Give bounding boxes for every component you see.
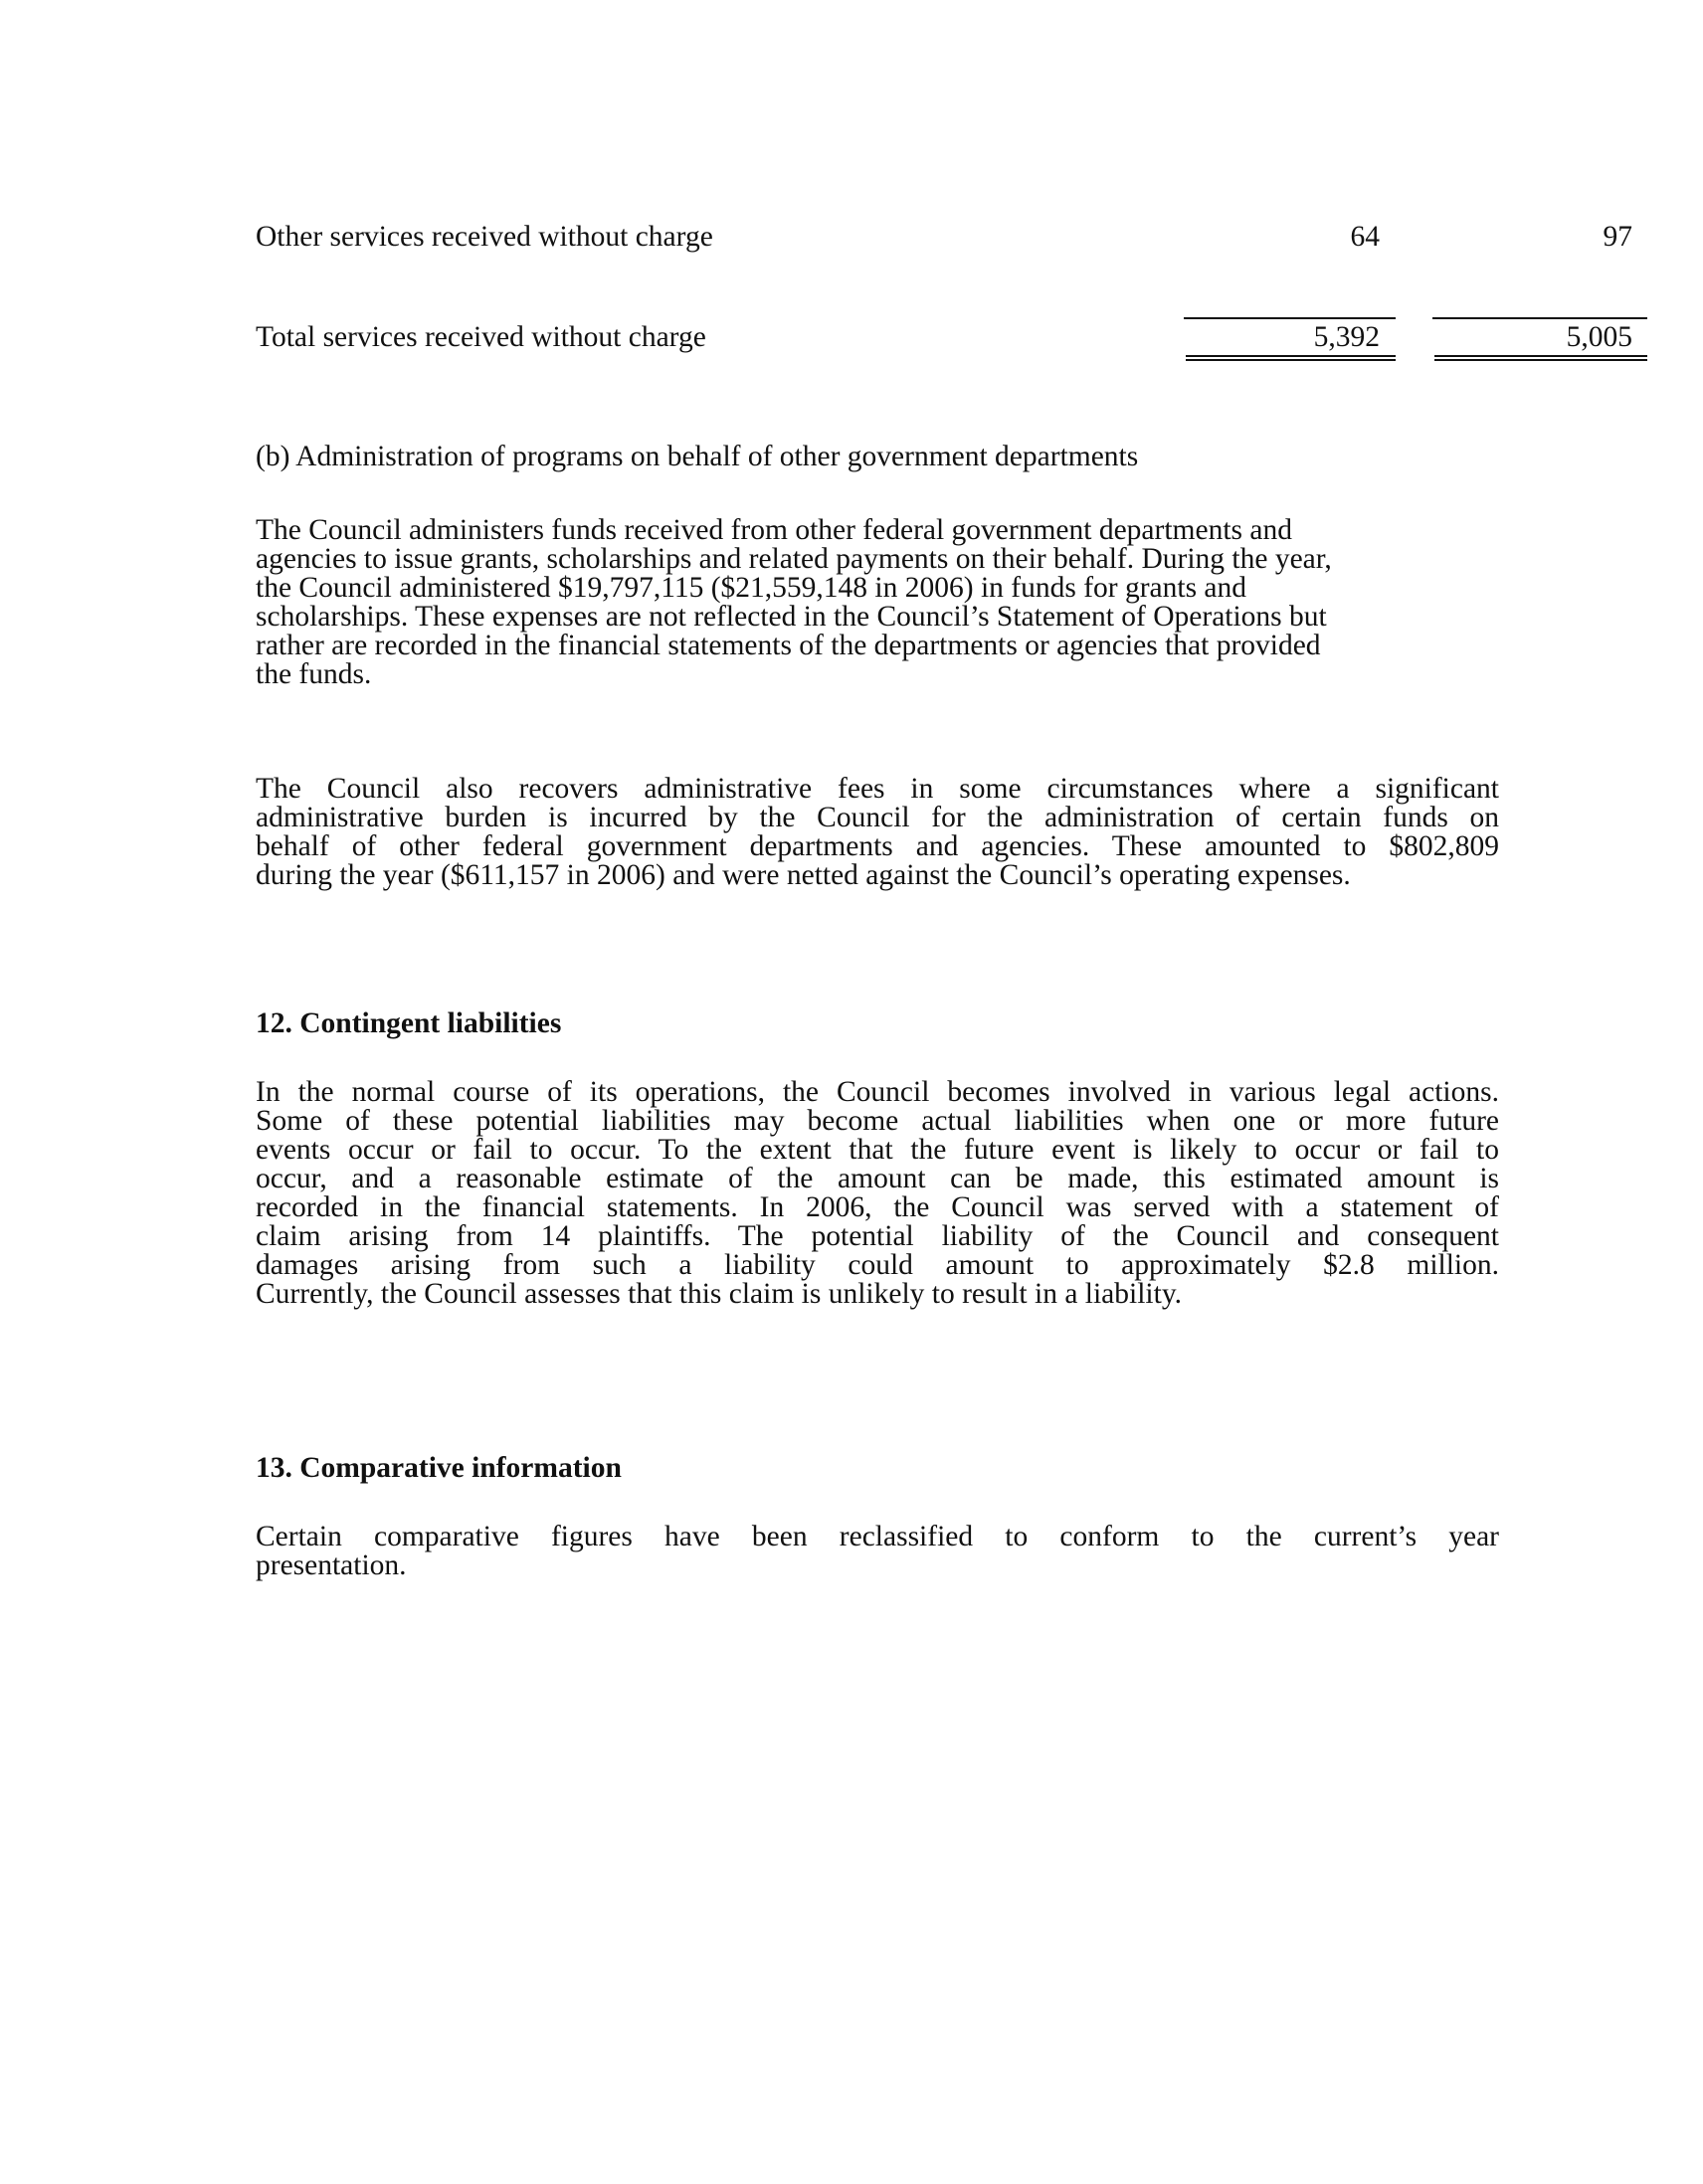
text-line: Some of these potential liabilities may become actual liabilities when one or more future: [256, 1105, 1499, 1137]
total-double-rule-col2: [1434, 355, 1647, 361]
text-line: the Council administered $19,797,115 ($21,559,148 in 2006) in funds for grants and: [256, 572, 1247, 604]
text-line: agencies to issue grants, scholarships and related payments on their behalf. During the year,: [256, 543, 1332, 575]
text-line: claim arising from 14 plaintiffs. The potential liability of the Council and consequent: [256, 1220, 1499, 1252]
row-value-prior-year: 97: [1603, 221, 1632, 253]
text-line: Certain comparative figures have been reclassified to conform to the current’s year: [256, 1521, 1499, 1552]
section-13-paragraph: [256, 1523, 1499, 1580]
section-b-paragraph-1: [256, 516, 1499, 689]
section-b-title: (b) Administration of programs on behalf of other government departments: [256, 441, 1139, 472]
text-line: administrative burden is incurred by the Council for the administration of certain funds on: [256, 802, 1499, 833]
text-line: recorded in the financial statements. In 2006, the Council was served with a statement of: [256, 1191, 1499, 1223]
subtotal-rule-col1: [1184, 317, 1396, 319]
text-line: The Council administers funds received from other federal government departments and: [256, 514, 1292, 546]
text-line: In the normal course of its operations, the Council becomes involved in various legal actions.: [256, 1076, 1499, 1108]
row-value-current-year: 64: [1350, 221, 1380, 253]
text-line: rather are recorded in the financial statements of the departments or agencies that provided: [256, 630, 1321, 661]
section-12-heading: 12. Contingent liabilities: [256, 1007, 562, 1039]
text-line: the funds.: [256, 658, 372, 690]
text-line: occur, and a reasonable estimate of the amount can be made, this estimated amount is: [256, 1163, 1499, 1194]
row-label-other-services: Other services received without charge: [256, 221, 713, 253]
text-line: events occur or fail to occur. To the extent that the future event is likely to occur or fail to: [256, 1134, 1499, 1166]
text-line: The Council also recovers administrative fees in some circumstances where a significant: [256, 773, 1499, 805]
total-label: Total services received without charge: [256, 321, 706, 353]
total-value-current-year: 5,392: [1313, 321, 1380, 353]
section-b-paragraph-2: [256, 775, 1499, 890]
text-line: during the year ($611,157 in 2006) and were netted against the Council’s operating expenses.: [256, 859, 1351, 891]
text-line: scholarships. These expenses are not reflected in the Council’s Statement of Operations but: [256, 601, 1327, 633]
total-double-rule-col1: [1186, 355, 1396, 361]
total-value-prior-year: 5,005: [1566, 321, 1632, 353]
subtotal-rule-col2: [1432, 317, 1647, 319]
text-line: Currently, the Council assesses that this claim is unlikely to result in a liability.: [256, 1278, 1183, 1310]
section-12-paragraph: [256, 1078, 1499, 1309]
text-line: damages arising from such a liability could amount to approximately $2.8 million.: [256, 1249, 1499, 1281]
text-line: presentation.: [256, 1549, 407, 1581]
section-13-heading: 13. Comparative information: [256, 1452, 622, 1484]
text-line: behalf of other federal government departments and agencies. These amounted to $802,809: [256, 830, 1499, 862]
